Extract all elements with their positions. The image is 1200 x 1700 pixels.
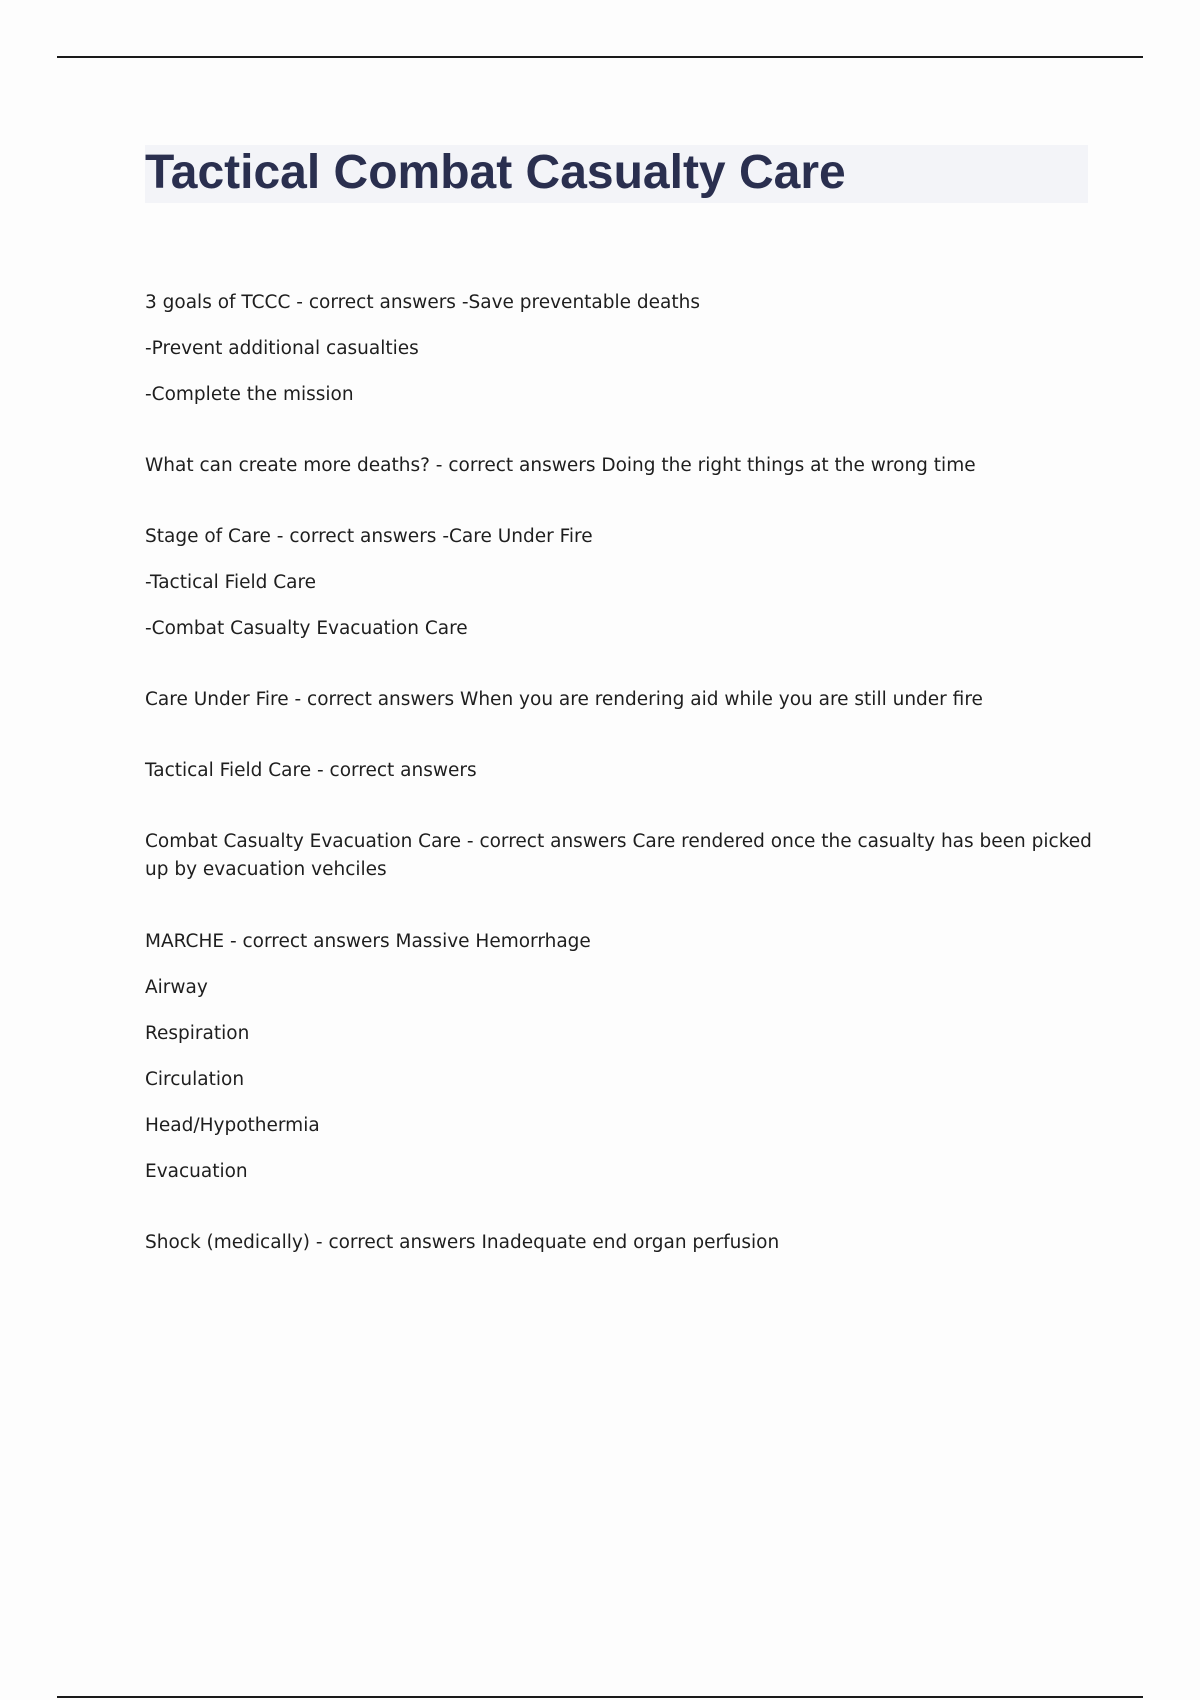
- flashcard-line: Shock (medically) - correct answers Inadequate end organ perfusion: [145, 1232, 780, 1253]
- flashcard-line: -Prevent additional casualties: [145, 338, 419, 359]
- flashcard-line: Circulation: [145, 1069, 245, 1090]
- flashcard-tactical-field-care: [145, 757, 1095, 784]
- flashcard-line: Combat Casualty Evacuation Care - correct answers Care rendered once the casualty has been picked up by evacuation vehciles: [145, 831, 1092, 880]
- flashcard-care-under-fire: [145, 686, 1095, 713]
- flashcard-marche: [145, 928, 1095, 1185]
- flashcard-line: 3 goals of TCCC - correct answers -Save preventable deaths: [145, 292, 700, 313]
- flashcard-line: MARCHE - correct answers Massive Hemorrhage: [145, 931, 591, 952]
- flashcard-line: Tactical Field Care - correct answers: [145, 760, 477, 781]
- flashcard-more-deaths: [145, 452, 1095, 479]
- document-title: Tactical Combat Casualty Care: [145, 146, 846, 199]
- flashcard-line: -Combat Casualty Evacuation Care: [145, 618, 468, 639]
- flashcard-line: Evacuation: [145, 1161, 248, 1182]
- flashcard-list: [145, 289, 1095, 1300]
- flashcard-stage-of-care: [145, 523, 1095, 642]
- flashcard-shock: [145, 1229, 1095, 1256]
- flashcard-line: -Tactical Field Care: [145, 572, 317, 593]
- flashcard-line: Respiration: [145, 1023, 250, 1044]
- top-rule: [57, 56, 1143, 58]
- flashcard-line: What can create more deaths? - correct answers Doing the right things at the wrong time: [145, 455, 976, 476]
- flashcard-goals-of-tccc: [145, 289, 1095, 408]
- flashcard-line: Airway: [145, 977, 208, 998]
- flashcard-line: Stage of Care - correct answers -Care Under Fire: [145, 526, 593, 547]
- flashcard-line: -Complete the mission: [145, 384, 354, 405]
- flashcard-combat-casualty-evacuation-care: [145, 828, 1095, 884]
- flashcard-line: Head/Hypothermia: [145, 1115, 320, 1136]
- flashcard-line: Care Under Fire - correct answers When you are rendering aid while you are still under fire: [145, 689, 983, 710]
- bottom-rule: [57, 1696, 1143, 1698]
